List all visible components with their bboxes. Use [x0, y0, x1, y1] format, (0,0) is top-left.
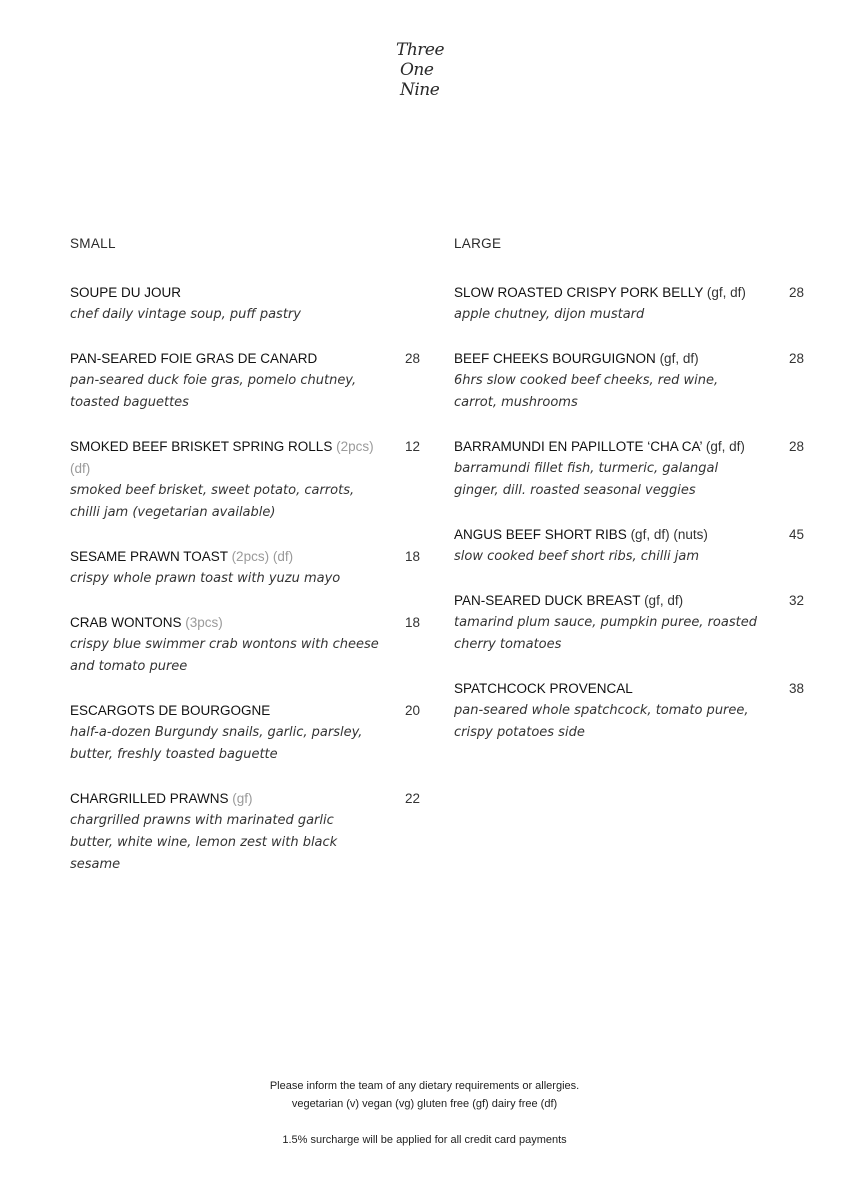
menu-item-header	[454, 678, 804, 700]
menu-item	[454, 348, 804, 414]
menu-item-header	[454, 436, 804, 458]
menu-item-description: crispy whole prawn toast with yuzu mayo	[70, 571, 341, 586]
logo-line-2: One	[400, 60, 434, 80]
menu-item-description: 6hrs slow cooked beef cheeks, red wine, carrot, mushrooms	[454, 373, 719, 410]
menu-item-name: SOUPE DU JOUR	[70, 285, 182, 300]
menu-item-description: half-a-dozen Burgundy snails, garlic, parsley, butter, freshly toasted baguette	[70, 725, 363, 762]
small-plates-list	[70, 282, 420, 876]
menu-item-name: ESCARGOTS DE BOURGOGNE	[70, 703, 271, 718]
menu-item-tags: (2pcs) (df)	[231, 549, 294, 564]
menu-item-price: 28	[788, 351, 804, 366]
menu-item-tags: (3pcs)	[185, 615, 223, 630]
menu-item	[70, 546, 420, 590]
menu-item-tags: (gf, df)	[659, 351, 699, 366]
menu-item-name: SPATCHCOCK PROVENCAL	[454, 681, 633, 696]
menu-item-name: CRAB WONTONS	[70, 615, 182, 630]
menu-item-header	[70, 282, 420, 304]
menu-footer	[0, 1077, 849, 1149]
menu-item-header	[454, 524, 804, 546]
menu-item-tags: (gf, df) (nuts)	[630, 527, 708, 542]
menu-item-name: BARRAMUNDI EN PAPILLOTE ‘CHA CA’	[454, 439, 703, 454]
large-plates-list	[454, 282, 804, 744]
menu-item	[454, 282, 804, 326]
menu-item-description: chef daily vintage soup, puff pastry	[70, 307, 301, 322]
menu-item-price: 38	[788, 681, 804, 696]
menu-item-description: crispy blue swimmer crab wontons with cheese and tomato puree	[70, 637, 379, 674]
menu-item-price: 32	[788, 593, 804, 608]
menu-item	[70, 788, 420, 876]
menu-item-price: 12	[404, 439, 420, 454]
menu-item-name: CHARGRILLED PRAWNS	[70, 791, 229, 806]
restaurant-logo	[388, 38, 448, 102]
menu-item-tags: (gf, df)	[644, 593, 684, 608]
menu-item-name: BEEF CHEEKS BOURGUIGNON	[454, 351, 656, 366]
menu-item-name: SLOW ROASTED CRISPY PORK BELLY	[454, 285, 704, 300]
menu-item-name: ANGUS BEEF SHORT RIBS	[454, 527, 627, 542]
menu-item	[70, 282, 420, 326]
menu-item-price: 20	[404, 703, 420, 718]
menu-item-price: 45	[788, 527, 804, 542]
dietary-notice: Please inform the team of any dietary requirements or allergies.	[269, 1080, 580, 1092]
menu-item-header	[70, 436, 420, 480]
menu-item-name: PAN-SEARED FOIE GRAS DE CANARD	[70, 351, 318, 366]
menu-item-description: tamarind plum sauce, pumpkin puree, roasted cherry tomatoes	[454, 615, 757, 652]
menu-item-description: apple chutney, dijon mustard	[454, 307, 645, 322]
menu-item-header	[70, 612, 420, 634]
menu-item	[454, 678, 804, 744]
menu-item	[70, 612, 420, 678]
menu-item-description: barramundi fillet fish, turmeric, galangal ginger, dill. roasted seasonal veggies	[454, 461, 719, 498]
menu-item-price: 22	[404, 791, 420, 806]
menu-item-price: 18	[404, 615, 420, 630]
menu-item-name: PAN-SEARED DUCK BREAST	[454, 593, 641, 608]
menu-item-price: 18	[404, 549, 420, 564]
menu-item-header	[70, 348, 420, 370]
menu-item	[454, 436, 804, 502]
menu-item-name: SESAME PRAWN TOAST	[70, 549, 228, 564]
menu-item-tags: (gf)	[232, 791, 253, 806]
menu-item-description: chargrilled prawns with marinated garlic butter, white wine, lemon zest with black sesame	[70, 813, 338, 872]
surcharge-notice: 1.5% surcharge will be applied for all credit card payments	[282, 1134, 567, 1146]
menu-item	[70, 348, 420, 414]
menu-item-tags: (2pcs) (df)	[70, 439, 374, 476]
menu-item-tags: (gf, df)	[705, 439, 745, 454]
menu-item-header	[70, 546, 420, 568]
menu-item	[454, 590, 804, 656]
menu-item-name: SMOKED BEEF BRISKET SPRING ROLLS	[70, 439, 333, 454]
section-title-large: LARGE	[454, 236, 502, 251]
menu-item-price: 28	[788, 285, 804, 300]
menu-item-price: 28	[404, 351, 420, 366]
menu-item-header	[454, 590, 804, 612]
logo-line-1: Three	[396, 40, 445, 60]
menu-item-description: pan-seared whole spatchcock, tomato puree, crispy potatoes side	[454, 703, 749, 740]
small-plates-column	[70, 236, 420, 898]
menu-item-header	[70, 788, 420, 810]
menu-item-description: slow cooked beef short ribs, chilli jam	[454, 549, 700, 564]
menu-item-header	[454, 348, 804, 370]
menu-item-header	[454, 282, 804, 304]
menu-item	[454, 524, 804, 568]
menu-item-header	[70, 700, 420, 722]
dietary-legend: vegetarian (v) vegan (vg) gluten free (gf) dairy free (df)	[291, 1098, 558, 1110]
menu-item	[70, 700, 420, 766]
menu-item	[70, 436, 420, 524]
menu-item-tags: (gf, df)	[706, 285, 746, 300]
menu-item-description: pan-seared duck foie gras, pomelo chutney, toasted baguettes	[70, 373, 357, 410]
logo-line-3: Nine	[400, 80, 440, 100]
section-title-small: SMALL	[70, 236, 116, 251]
menu-item-description: smoked beef brisket, sweet potato, carrots, chilli jam (vegetarian available)	[70, 483, 355, 520]
menu-item-price: 28	[788, 439, 804, 454]
large-plates-column	[454, 236, 804, 766]
